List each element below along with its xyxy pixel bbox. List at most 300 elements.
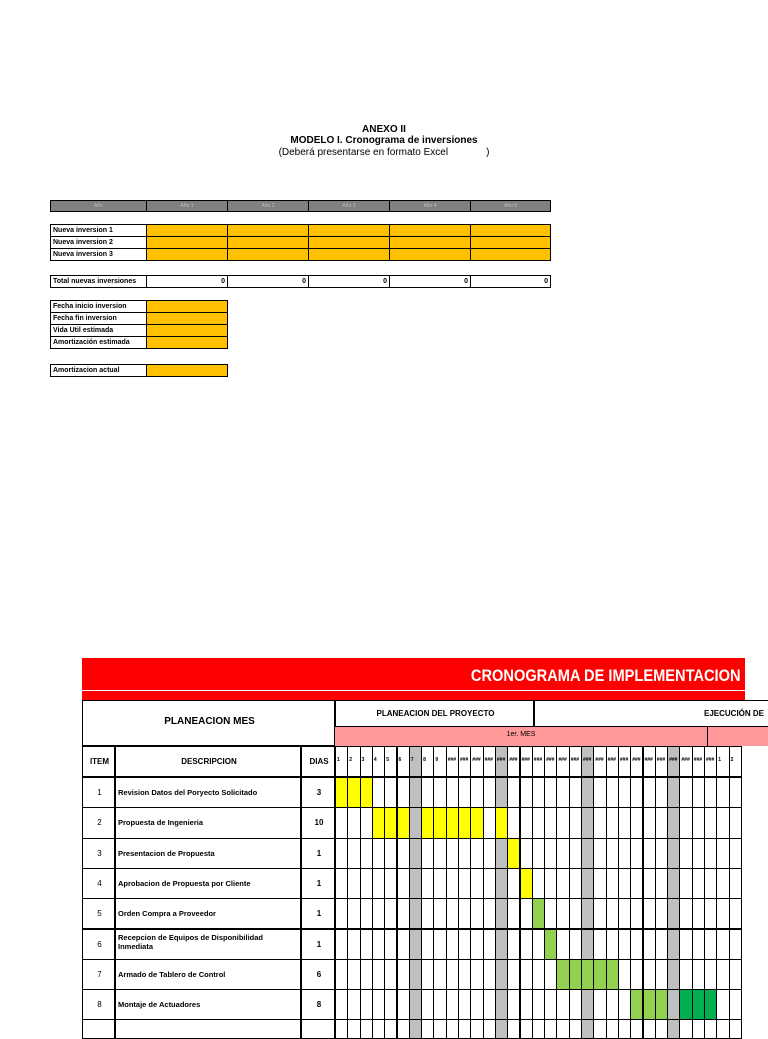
gantt-cell [569, 1019, 582, 1039]
gantt-cell [667, 807, 680, 838]
day-header [544, 746, 557, 777]
day-header [630, 746, 643, 777]
gantt-cell [495, 1019, 508, 1039]
gantt-cell [335, 898, 348, 929]
gantt-cell [397, 777, 410, 808]
day-header [421, 746, 434, 777]
amortizacion-table [50, 364, 228, 377]
day-header [593, 746, 606, 777]
gantt-cell [483, 807, 496, 838]
table-row-desc [115, 777, 301, 808]
gantt-cell [446, 868, 459, 899]
gantt-bar-cell [679, 989, 692, 1020]
gantt-cell [655, 868, 668, 899]
task-days: 8 [316, 1000, 322, 1010]
day-label: ### [656, 757, 666, 763]
day-header [618, 746, 631, 777]
table-row-item [82, 959, 115, 990]
table-row [51, 337, 228, 349]
gantt-cell [347, 989, 360, 1020]
day-label: 1 [718, 757, 722, 763]
gantt-cell [606, 838, 619, 869]
task-description: Revision Datos del Poryecto Solicitado [118, 788, 258, 798]
gantt-cell [495, 929, 508, 960]
gantt-cell [581, 838, 594, 869]
header-cell: Año 2 [228, 201, 309, 212]
gantt-cell [372, 777, 385, 808]
gantt-cell [397, 868, 410, 899]
gantt-cell [409, 868, 422, 899]
gantt-cell [593, 838, 606, 869]
gantt-cell [360, 838, 373, 869]
input-cell[interactable] [309, 237, 390, 249]
gantt-cell [372, 1019, 385, 1039]
gantt-cell [397, 1019, 410, 1039]
day-label: ### [484, 757, 493, 763]
gantt-cell [692, 929, 705, 960]
gantt-cell [655, 959, 668, 990]
gantt-cell [495, 838, 508, 869]
gantt-cell [421, 989, 434, 1020]
input-cell[interactable] [147, 337, 228, 349]
planeacion-proyecto-label: PLANEACION DEL PROYECTO [376, 709, 495, 718]
table-row-desc [115, 838, 301, 869]
gantt-cell [643, 929, 656, 960]
gantt-cell [716, 898, 729, 929]
input-cell[interactable] [147, 313, 228, 325]
gantt-cell [729, 929, 742, 960]
gantt-cell [397, 898, 410, 929]
gantt-cell [643, 898, 656, 929]
gantt-cell [384, 838, 397, 869]
input-cell[interactable] [228, 249, 309, 261]
item-number: 1 [97, 788, 102, 798]
input-cell[interactable] [147, 365, 228, 377]
gantt-cell [446, 777, 459, 808]
gantt-cell [655, 807, 668, 838]
table-row-dias [301, 929, 335, 960]
gantt-cell [360, 898, 373, 929]
gantt-bar-cell [569, 959, 582, 990]
gantt-cell [630, 868, 643, 899]
gantt-cell [507, 868, 520, 899]
gantt-cell [433, 838, 446, 869]
gantt-cell [606, 807, 619, 838]
gantt-cell [729, 838, 742, 869]
task-days: 1 [316, 909, 322, 919]
day-label: ### [447, 757, 457, 763]
day-label: ### [460, 757, 469, 763]
task-days: 1 [316, 939, 322, 949]
col-item-header [82, 746, 115, 777]
gantt-cell [655, 898, 668, 929]
gantt-cell [630, 929, 643, 960]
gantt-cell [483, 1019, 496, 1039]
task-description: Recepcion de Equipos de Disponibilidad Inmediata [118, 932, 264, 951]
gantt-cell [692, 959, 705, 990]
gantt-cell [556, 807, 569, 838]
gantt-cell [643, 959, 656, 990]
gantt-cell [692, 838, 705, 869]
day-header [556, 746, 569, 777]
gantt-cell [630, 777, 643, 808]
input-cell[interactable] [147, 249, 228, 261]
col-dias-header [301, 746, 335, 777]
gantt-cell [421, 868, 434, 899]
gantt-cell [569, 868, 582, 899]
gantt-cell [495, 959, 508, 990]
header-cell: Año 4 [390, 201, 471, 212]
input-cell[interactable] [309, 249, 390, 261]
gantt-bar-cell [606, 959, 619, 990]
gantt-cell [630, 807, 643, 838]
input-cell[interactable] [390, 225, 471, 237]
day-label: ### [632, 757, 641, 763]
table-row [51, 325, 228, 337]
input-cell[interactable] [147, 225, 228, 237]
day-header [470, 746, 483, 777]
gantt-cell [556, 777, 569, 808]
day-header [655, 746, 668, 777]
gantt-cell [716, 868, 729, 899]
anexo-note: (Deberá presentarse en formato Excel ) [278, 147, 490, 158]
gantt-cell [581, 989, 594, 1020]
gantt-cell [655, 1019, 668, 1039]
gantt-cell [581, 1019, 594, 1039]
table-row-item [82, 929, 115, 960]
gantt-cell [507, 807, 520, 838]
gantt-cell [643, 807, 656, 838]
gantt-cell [569, 989, 582, 1020]
gantt-cell [593, 807, 606, 838]
gantt-cell [409, 929, 422, 960]
gantt-cell [335, 838, 348, 869]
row-label: Nueva inversion 2 [51, 237, 147, 249]
header-cell: Año [51, 201, 147, 212]
gantt-cell [433, 1019, 446, 1039]
gantt-cell [692, 868, 705, 899]
input-cell[interactable] [471, 225, 551, 237]
gantt-cell [716, 989, 729, 1020]
input-cell[interactable] [390, 249, 471, 261]
gantt-cell [618, 838, 631, 869]
gantt-cell [483, 989, 496, 1020]
anexo-subtitle: MODELO I. Cronograma de inversiones [290, 135, 478, 146]
gantt-cell [569, 777, 582, 808]
gantt-cell [347, 1019, 360, 1039]
task-description: Propuesta de Ingenieria [118, 818, 204, 828]
day-label: 9 [435, 757, 439, 763]
gantt-cell [729, 1019, 742, 1039]
gantt-cell [372, 929, 385, 960]
gantt-cell [532, 929, 545, 960]
gantt-cell [655, 838, 668, 869]
input-cell[interactable] [147, 301, 228, 313]
totals-table [50, 275, 551, 288]
gantt-bar-cell [433, 807, 446, 838]
total-label: Total nuevas inversiones [51, 276, 147, 288]
gantt-bar-cell [335, 777, 348, 808]
day-label: ### [546, 757, 555, 763]
gantt-cell [716, 1019, 729, 1039]
gantt-cell [667, 929, 680, 960]
gantt-cell [433, 777, 446, 808]
gantt-cell [384, 929, 397, 960]
day-header [446, 746, 459, 777]
gantt-cell [446, 929, 459, 960]
planeacion-mes-label: PLANEACION MES [164, 716, 255, 727]
gantt-cell [397, 989, 410, 1020]
gantt-bar-cell [507, 838, 520, 869]
gantt-cell [716, 777, 729, 808]
gantt-bar-cell [470, 807, 483, 838]
gantt-cell [655, 777, 668, 808]
gantt-cell [581, 868, 594, 899]
task-description: Orden Compra a Proveedor [118, 909, 216, 919]
planeacion-mes-cell [82, 700, 335, 746]
day-label: ### [693, 757, 703, 763]
gantt-cell [655, 929, 668, 960]
day-header [384, 746, 397, 777]
planeacion-proyecto-cell [335, 700, 534, 727]
gantt-cell [458, 929, 471, 960]
gantt-cell [421, 777, 434, 808]
input-cell[interactable] [309, 225, 390, 237]
table-row-item [82, 807, 115, 838]
task-days: 6 [316, 969, 322, 979]
gantt-cell [347, 898, 360, 929]
day-label: ### [533, 757, 543, 763]
table-row-dias [301, 1019, 335, 1039]
table-row-item [82, 838, 115, 869]
table-row [51, 276, 551, 288]
table-row-dias [301, 989, 335, 1020]
task-days: 3 [316, 788, 322, 798]
total-value: 0 [228, 276, 309, 288]
gantt-cell [446, 898, 459, 929]
gantt-cell [593, 1019, 606, 1039]
input-cell[interactable] [471, 237, 551, 249]
gantt-bar-cell [372, 807, 385, 838]
gantt-cell [667, 989, 680, 1020]
gantt-cell [593, 929, 606, 960]
gantt-cell [679, 838, 692, 869]
gantt-cell [507, 929, 520, 960]
gantt-cell [532, 868, 545, 899]
gantt-cell [593, 898, 606, 929]
table-row-desc [115, 989, 301, 1020]
row-label: Vida Util estimada [51, 325, 147, 337]
gantt-cell [360, 1019, 373, 1039]
total-value: 0 [309, 276, 390, 288]
gantt-cell [630, 838, 643, 869]
gantt-cell [606, 989, 619, 1020]
gantt-cell [360, 929, 373, 960]
table-row-item [82, 898, 115, 929]
gantt-cell [618, 929, 631, 960]
gantt-cell [458, 838, 471, 869]
gantt-cell [507, 959, 520, 990]
gantt-cell [495, 807, 508, 838]
gantt-cell [433, 989, 446, 1020]
ejecucion-cell [534, 700, 768, 727]
gantt-cell [520, 777, 533, 808]
gantt-cell [643, 868, 656, 899]
gantt-cell [397, 959, 410, 990]
gantt-cell [593, 777, 606, 808]
gantt-cell [421, 838, 434, 869]
table-row-dias [301, 959, 335, 990]
day-header [729, 746, 742, 777]
gantt-cell [347, 838, 360, 869]
day-label: ### [619, 757, 629, 763]
gantt-cell [704, 898, 717, 929]
gantt-cell [335, 959, 348, 990]
day-header [372, 746, 385, 777]
gantt-cell [618, 1019, 631, 1039]
gantt-cell [556, 929, 569, 960]
gantt-cell [483, 777, 496, 808]
month-label: 1er. MES [506, 731, 536, 738]
col-item-label: ITEM [89, 757, 110, 766]
gantt-bar-cell [655, 989, 668, 1020]
gantt-cell [716, 929, 729, 960]
gantt-cell [495, 989, 508, 1020]
gantt-cell [569, 898, 582, 929]
gantt-cell [397, 838, 410, 869]
gantt-cell [667, 777, 680, 808]
gantt-cell [716, 959, 729, 990]
gantt-cell [716, 838, 729, 869]
gantt-cell [384, 959, 397, 990]
gantt-cell [581, 807, 594, 838]
gantt-cell [729, 959, 742, 990]
gantt-cell [593, 989, 606, 1020]
gantt-cell [483, 898, 496, 929]
banner-divider [82, 690, 745, 691]
gantt-cell [618, 807, 631, 838]
gantt-cell [446, 838, 459, 869]
gantt-cell [470, 929, 483, 960]
gantt-cell [335, 929, 348, 960]
gantt-cell [679, 777, 692, 808]
input-cell[interactable] [147, 237, 228, 249]
day-label: ### [521, 757, 530, 763]
input-cell[interactable] [228, 237, 309, 249]
input-cell[interactable] [390, 237, 471, 249]
header-cell: Año 3 [309, 201, 390, 212]
gantt-cell [347, 807, 360, 838]
input-cell[interactable] [228, 225, 309, 237]
gantt-cell [667, 868, 680, 899]
gantt-cell [679, 929, 692, 960]
task-days: 10 [314, 818, 324, 828]
gantt-cell [347, 868, 360, 899]
gantt-cell [556, 868, 569, 899]
day-header [495, 746, 508, 777]
gantt-cell [544, 868, 557, 899]
gantt-cell [630, 1019, 643, 1039]
day-header [520, 746, 533, 777]
gantt-cell [544, 777, 557, 808]
gantt-cell [507, 898, 520, 929]
anexo-title: ANEXO II [362, 124, 406, 135]
gantt-bar-cell [458, 807, 471, 838]
gantt-cell [360, 989, 373, 1020]
day-label: 2 [349, 757, 353, 763]
gantt-bar-cell [446, 807, 459, 838]
table-row-item [82, 989, 115, 1020]
table-row-dias [301, 898, 335, 929]
gantt-cell [446, 1019, 459, 1039]
day-header [532, 746, 545, 777]
table-row [51, 301, 228, 313]
gantt-cell [532, 959, 545, 990]
ejecucion-label: EJECUCIÓN DE [703, 709, 764, 718]
table-row-desc [115, 898, 301, 929]
gantt-cell [618, 989, 631, 1020]
gantt-cell [446, 959, 459, 990]
gantt-cell [581, 898, 594, 929]
day-label: 3 [361, 757, 365, 763]
gantt-cell [667, 898, 680, 929]
task-description: Aprobacion de Propuesta por Cliente [118, 879, 251, 889]
day-header [360, 746, 373, 777]
task-description: Armado de Tablero de Control [118, 969, 226, 979]
gantt-cell [618, 898, 631, 929]
input-cell[interactable] [471, 249, 551, 261]
gantt-cell [335, 989, 348, 1020]
day-header [347, 746, 360, 777]
row-label: Amortizacion actual [51, 365, 147, 377]
input-cell[interactable] [147, 325, 228, 337]
day-label: ### [570, 757, 580, 763]
gantt-cell [532, 989, 545, 1020]
day-label: ### [644, 757, 653, 763]
gantt-cell [520, 959, 533, 990]
gantt-cell [360, 959, 373, 990]
gantt-cell [347, 959, 360, 990]
gantt-cell [606, 898, 619, 929]
day-header [667, 746, 680, 777]
gantt-cell [630, 959, 643, 990]
gantt-cell [409, 838, 422, 869]
gantt-cell [372, 959, 385, 990]
gantt-bar-cell [520, 868, 533, 899]
inversiones-table [50, 224, 551, 261]
gantt-cell [544, 959, 557, 990]
day-header [716, 746, 729, 777]
gantt-cell [409, 989, 422, 1020]
table-row-dias [301, 807, 335, 838]
table-row [51, 237, 551, 249]
day-label: ### [706, 757, 715, 763]
gantt-cell [729, 777, 742, 808]
table-row-dias [301, 777, 335, 808]
gantt-cell [618, 777, 631, 808]
gantt-cell [716, 807, 729, 838]
col-dias-label: DIAS [309, 757, 329, 766]
day-label: ### [558, 757, 567, 763]
table-row-item [82, 777, 115, 808]
gantt-cell [372, 838, 385, 869]
table-row [51, 313, 228, 325]
item-number: 7 [97, 969, 102, 979]
gantt-cell [704, 838, 717, 869]
gantt-cell [679, 959, 692, 990]
month-row-next [707, 727, 768, 746]
gantt-cell [704, 868, 717, 899]
